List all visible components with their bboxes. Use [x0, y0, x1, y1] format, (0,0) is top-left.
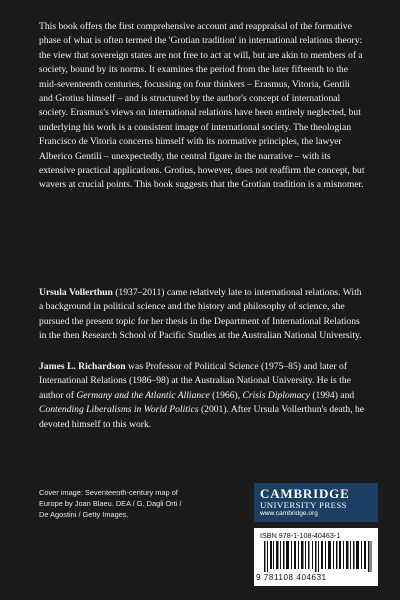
book-title-2: Crisis Diplomacy: [242, 389, 310, 401]
author-bio-text: (1937–2011) came relatively late to international relations. With a background in political science and the history and philosophy of science, she pursued the present topic for her thesis in the Department of International Relations in the then Research School of Pacific Studies at the Australian National University.: [39, 287, 362, 342]
barcode-digits: 9 781108 404631: [256, 573, 327, 582]
editor-bio: [39, 360, 365, 432]
editor-bio-text-a: was Professor of Political Science (1975–85) and later of International Relations (1986–98) at the Australian National University. He is the author of: [39, 361, 351, 401]
book-title-1: Germany and the Atlantic Alliance: [76, 389, 210, 401]
description-paragraph: This book offers the first comprehensive account and reappraisal of the formative phase of what is often termed the 'Grotian tradition' in international relations theory: the view that sovereign states are not free to act at will, but are akin to members of a society, bound by its norms. It examines the period from the later fifteenth to the mid-seventeenth centuries, focussing on four thinkers – Erasmus, Vitoria, Gentili and Grotius himself – and is structured by the author's concept of international society. Erasmus's views on international relations have been entirely neglected, but underlying his work is a consistent image of international society. The theologian Francisco de Vitoria concerns himself with its normative principles, the lawyer Alberico Gentili – unexpectedly, the central figure in the narrative – with its extensive practical applications. Grotius, however, does not reaffirm the concept, but wavers at crucial points. This book suggests that the Grotian tradition is a misnomer.: [39, 21, 365, 191]
book-title-3: Contending Liberalisms in World Politics: [39, 404, 199, 416]
author-bio: [39, 286, 365, 344]
barcode-panel: [254, 528, 378, 586]
editor-bio-text-d: (2001). After Ursula Vollerthun's death, he devoted himself to this work.: [39, 404, 365, 430]
publisher-url: www.cambridge.org: [260, 510, 318, 517]
barcode-icon: [264, 541, 372, 572]
editor-bio-text-c: (1994) and: [309, 389, 355, 401]
author-name: Ursula Vollerthun: [39, 287, 113, 298]
publisher-name: CAMBRIDGE: [260, 486, 350, 501]
editor-name: James L. Richardson: [39, 361, 126, 372]
publisher-subtitle: UNIVERSITY PRESS: [260, 500, 347, 510]
isbn-label: ISBN 978-1-108-40463-1: [260, 531, 341, 540]
editor-bio-text-b: (1966),: [209, 389, 243, 401]
book-description: [39, 20, 365, 193]
publisher-logo: [254, 483, 378, 522]
cover-image-credit: Cover image: Seventeenth-century map of Europe by Joan Blaeu. DEA / G. Dagli Orti / De Agostini / Getty Images.: [39, 488, 182, 519]
